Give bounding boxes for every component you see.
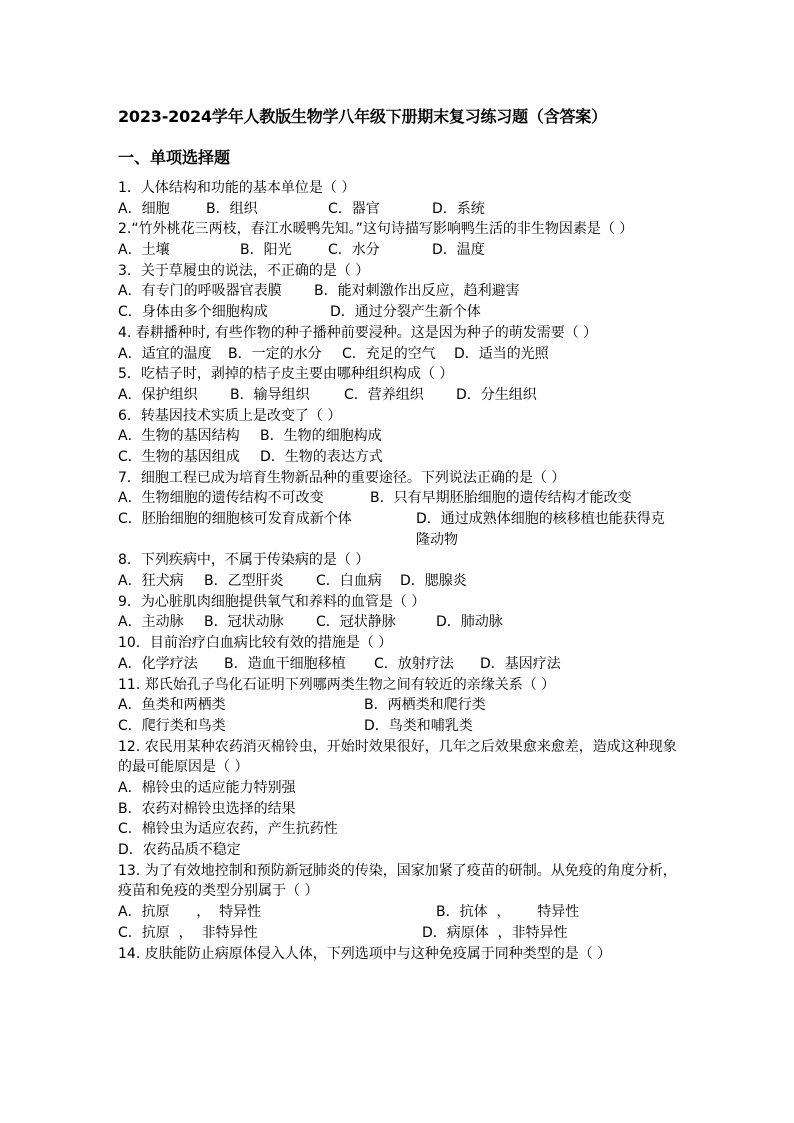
option: C．放射疗法: [374, 655, 454, 672]
question-stem: 8．下列疾病中，不属于传染病的是（ ）: [118, 552, 370, 569]
question-stem: 7．细胞工程已成为培育生物新品种的重要途径。下列说法正确的是（ ）: [118, 469, 566, 486]
option: B．抗体 ， 特异性: [436, 904, 580, 921]
option-row: [118, 716, 678, 737]
question-stem: 4. 春耕播种时, 有些作物的种子播种前要浸种。这是因为种子的萌发需要（ ）: [118, 324, 598, 341]
option: D．生物的表达方式: [260, 448, 383, 465]
option: C．白血病: [316, 573, 382, 590]
option: C．棉铃虫为适应农药，产生抗药性: [118, 821, 338, 838]
option: A．土壤: [118, 242, 170, 259]
option: D．鸟类和哺乳类: [364, 717, 473, 734]
option: A．化学疗法: [118, 655, 198, 672]
question-stem: 5．吃桔子时，剥掉的桔子皮主要由哪种组织构成（ ）: [118, 366, 454, 383]
question-stem: 2.“竹外桃花三两枝，春江水暖鸭先知。”这句诗描写影响鸭生活的非生物因素是（ ）: [118, 221, 634, 238]
question-stem: 3．关于草履虫的说法，不正确的是（ ）: [118, 262, 370, 279]
option: C．胚胎细胞的细胞核可发育成新个体: [118, 511, 352, 528]
option: C．器官: [328, 200, 380, 217]
option: B．一定的水分: [228, 345, 322, 362]
option: D．温度: [432, 242, 485, 259]
option: B．两栖类和爬行类: [364, 697, 486, 714]
question-stem: 10．目前治疗白血病比较有效的措施是（ ）: [118, 635, 393, 652]
option: B．造血干细胞移植: [224, 655, 346, 672]
option: A．有专门的呼吸器官表膜: [118, 283, 282, 300]
option: C．身体由多个细胞构成: [118, 304, 268, 321]
option: B．能对刺激作出反应，趋利避害: [314, 283, 520, 300]
option: D．病原体 ，非特异性: [422, 924, 568, 941]
option: A．棉铃虫的适应能力特别强: [118, 780, 296, 796]
option: C．生物的基因组成: [118, 448, 240, 465]
page-title: 2023-2024学年人教版生物学八年级下册期末复习练习题（含答案）: [118, 107, 607, 126]
option-row: [118, 509, 678, 550]
option-row: [118, 240, 678, 261]
option: B．乙型肝炎: [204, 573, 284, 590]
section-heading: 一、单项选择题: [118, 148, 231, 167]
question-stem: 6．转基因技术实质上是改变了（ ）: [118, 407, 342, 424]
option-row: [118, 488, 678, 509]
option-row: [118, 302, 678, 323]
option: B．输导组织: [230, 386, 310, 403]
option: A．适宜的温度: [118, 345, 212, 362]
option: B．农药对棉铃虫选择的结果: [118, 800, 296, 817]
question-stem: 9．为心脏肌肉细胞提供氧气和养料的血管是（ ）: [118, 593, 426, 610]
option: D．系统: [432, 200, 485, 217]
option: D．肺动脉: [436, 614, 503, 631]
option: C．爬行类和鸟类: [118, 717, 226, 734]
option: A．鱼类和两栖类: [118, 697, 226, 714]
question-list: [118, 178, 678, 964]
option: B．只有早期胚胎细胞的遗传结构才能改变: [370, 490, 632, 507]
option: D．农药品质不稳定: [118, 842, 241, 859]
option: A．生物的基因结构: [118, 428, 240, 445]
question-stem: 1．人体结构和功能的基本单位是（ ）: [118, 180, 356, 196]
option: D．基因疗法: [480, 655, 561, 672]
option: D．通过分裂产生新个体: [330, 304, 481, 321]
option-row: [118, 426, 678, 447]
option: D．适当的光照: [454, 345, 549, 362]
option-row: [118, 612, 678, 633]
option: B．组织: [206, 200, 258, 217]
option-row: [118, 385, 678, 406]
option: C．营养组织: [344, 386, 424, 403]
option: A．生物细胞的遗传结构不可改变: [118, 490, 324, 507]
option-row: [118, 199, 678, 220]
question-stem: 14. 皮肤能防止病原体侵入人体，下列选项中与这种免疫属于同种类型的是（ ）: [118, 945, 612, 962]
option: A．抗原 ， 特异性: [118, 904, 262, 921]
option: A．细胞: [118, 200, 170, 217]
option-row: [118, 344, 678, 365]
option: D．分生组织: [456, 386, 537, 403]
question-stem: 11. 郑氏始孔子鸟化石证明下列哪两类生物之间有较近的亲缘关系（ ）: [118, 676, 556, 693]
option: D．腮腺炎: [400, 573, 467, 590]
option: C．水分: [328, 242, 380, 259]
option-row: [118, 281, 678, 302]
question-stem: 13. 为了有效地控制和预防新冠肺炎的传染，国家加紧了疫苗的研制。从免疫的角度分析，疫苗和免疫的类型分别属于（ ）: [118, 862, 677, 900]
option-row: [118, 571, 678, 592]
option-row: [118, 654, 678, 675]
option: C．抗原 ， 非特异性: [118, 924, 258, 941]
option: A．狂犬病: [118, 573, 184, 590]
option-row: [118, 902, 678, 923]
option-row: [118, 923, 678, 944]
option: C．冠状静脉: [316, 614, 396, 631]
option: C．充足的空气: [342, 345, 436, 362]
option: D．通过成熟体细胞的核移植也能获得克隆动物: [416, 511, 665, 548]
option: B．冠状动脉: [204, 614, 284, 631]
question-stem: 12. 农民用某种农药消灭棉铃虫，开始时效果很好，几年之后效果愈来愈差，造成这种现象的最可能原因是（ ）: [118, 738, 677, 776]
option: A．保护组织: [118, 386, 198, 403]
option-row: [118, 447, 678, 468]
option-row: [118, 695, 678, 716]
option: A．主动脉: [118, 614, 184, 631]
option: B．生物的细胞构成: [260, 428, 382, 445]
option: B．阳光: [240, 242, 292, 259]
